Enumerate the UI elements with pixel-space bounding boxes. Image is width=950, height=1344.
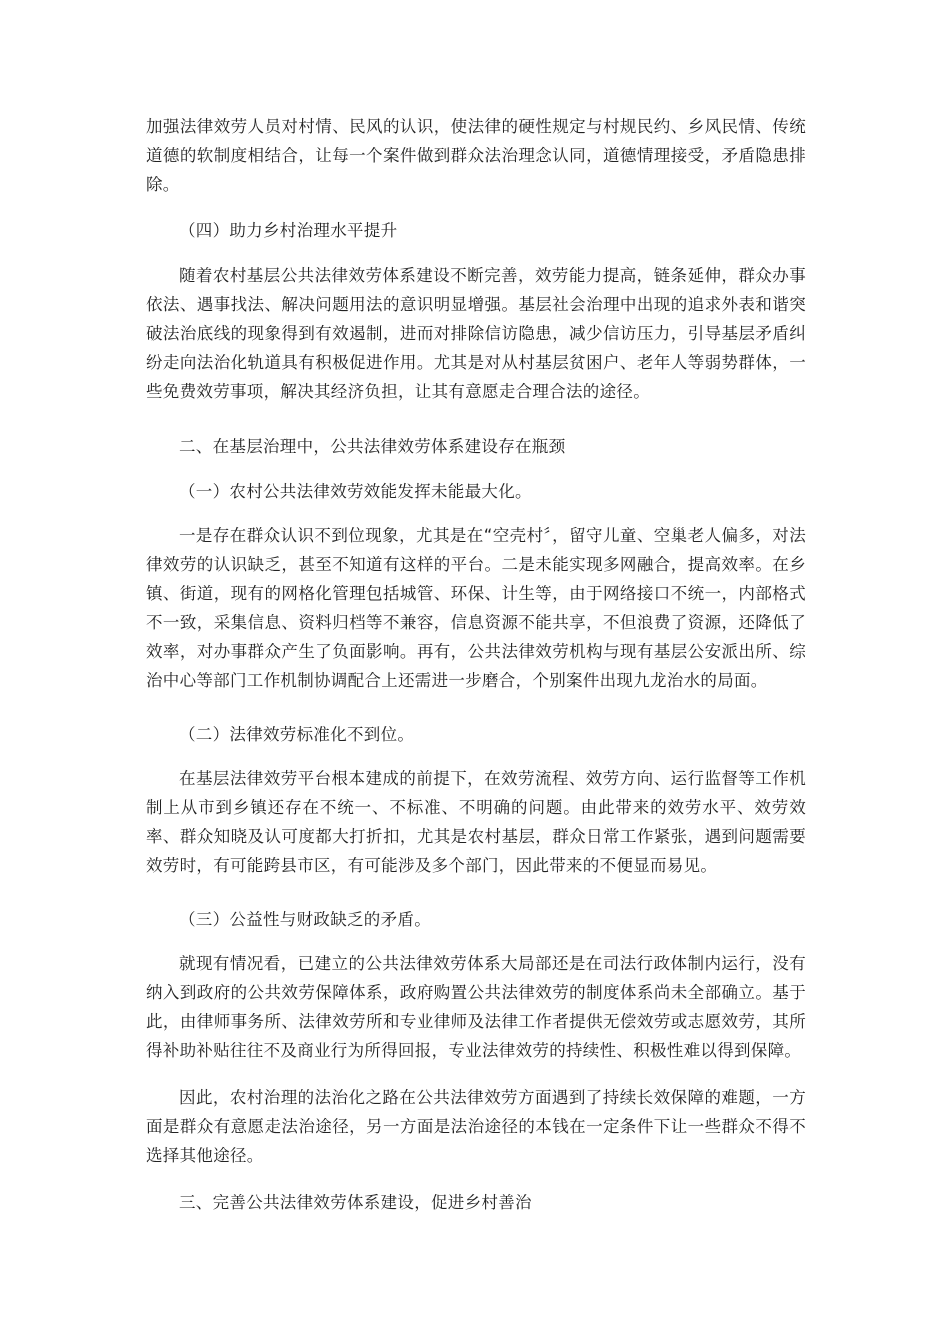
paragraph-conclusion: 因此，农村治理的法治化之路在公共法律效劳方面遇到了持续长效保障的难题，一方面是群众有意愿走法治途径，另一方面是法治途径的本钱在一定条件下让一些群众不得不选择其他途径。 xyxy=(146,1088,806,1165)
section-heading-2: 二、在基层治理中，公共法律效劳体系建设存在瓶颈 xyxy=(179,437,566,456)
subheading-4: （四）助力乡村治理水平提升 xyxy=(179,221,398,240)
section-heading-3: 三、完善公共法律效劳体系建设，促进乡村善治 xyxy=(179,1193,532,1212)
subheading-2-3: （三）公益性与财政缺乏的矛盾。 xyxy=(179,910,431,929)
subheading-2-1: （一）农村公共法律效劳效能发挥未能最大化。 xyxy=(179,482,532,501)
paragraph-efficiency: 一是存在群众认识不到位现象，尤其是在“空壳村〞，留守儿童、空巢老人偏多，对法律效劳的认识缺乏，甚至不知道有这样的平台。二是未能实现多网融合，提高效率。在乡镇、街道，现有的网格化管理包括城管、环保、计生等，由于网络接口不统一，内部格式不一致，采集信息、资料归档等不兼容，信息资源不能共享，不但浪费了资源，还降低了效率，对办事群众产生了负面影响。再有，公共法律效劳机构与现有基层公安派出所、综治中心等部门工作机制协调配合上还需进一步磨合，个别案件出现九龙治水的局面。 xyxy=(146,526,806,690)
subheading-2-2: （二）法律效劳标准化不到位。 xyxy=(179,725,415,744)
paragraph-finance: 就现有情况看，已建立的公共法律效劳体系大局部还是在司法行政体制内运行，没有纳入到政府的公共效劳保障体系，政府购置公共法律效劳的制度体系尚未全部确立。基于此，由律师事务所、法律效劳所和专业律师及法律工作者提供无偿效劳或志愿效劳，其所得补助补贴往往不及商业行为所得回报，专业法律效劳的持续性、积极性难以得到保障。 xyxy=(146,954,806,1060)
paragraph-continuation: 加强法律效劳人员对村情、民风的认识，使法律的硬性规定与村规民约、乡风民情、传统道德的软制度相结合，让每一个案件做到群众法治理念认同，道德情理接受，矛盾隐患排除。 xyxy=(146,117,806,194)
paragraph-standardization: 在基层法律效劳平台根本建成的前提下，在效劳流程、效劳方向、运行监督等工作机制上从市到乡镇还存在不统一、不标准、不明确的问题。由此带来的效劳水平、效劳效率、群众知晓及认可度都大打折扣，尤其是农村基层，群众日常工作紧张，遇到问题需要效劳时，有可能跨县市区，有可能涉及多个部门，因此带来的不便显而易见。 xyxy=(146,769,806,875)
paragraph-governance: 随着农村基层公共法律效劳体系建设不断完善，效劳能力提高，链条延伸，群众办事依法、遇事找法、解决问题用法的意识明显增强。基层社会治理中出现的追求外表和谐突破法治底线的现象得到有效遏制，进而对排除信访隐患，减少信访压力，引导基层矛盾纠纷走向法治化轨道具有积极促进作用。尤其是对从村基层贫困户、老年人等弱势群体，一些免费效劳事项，解决其经济负担，让其有意愿走合理合法的途径。 xyxy=(146,266,806,401)
